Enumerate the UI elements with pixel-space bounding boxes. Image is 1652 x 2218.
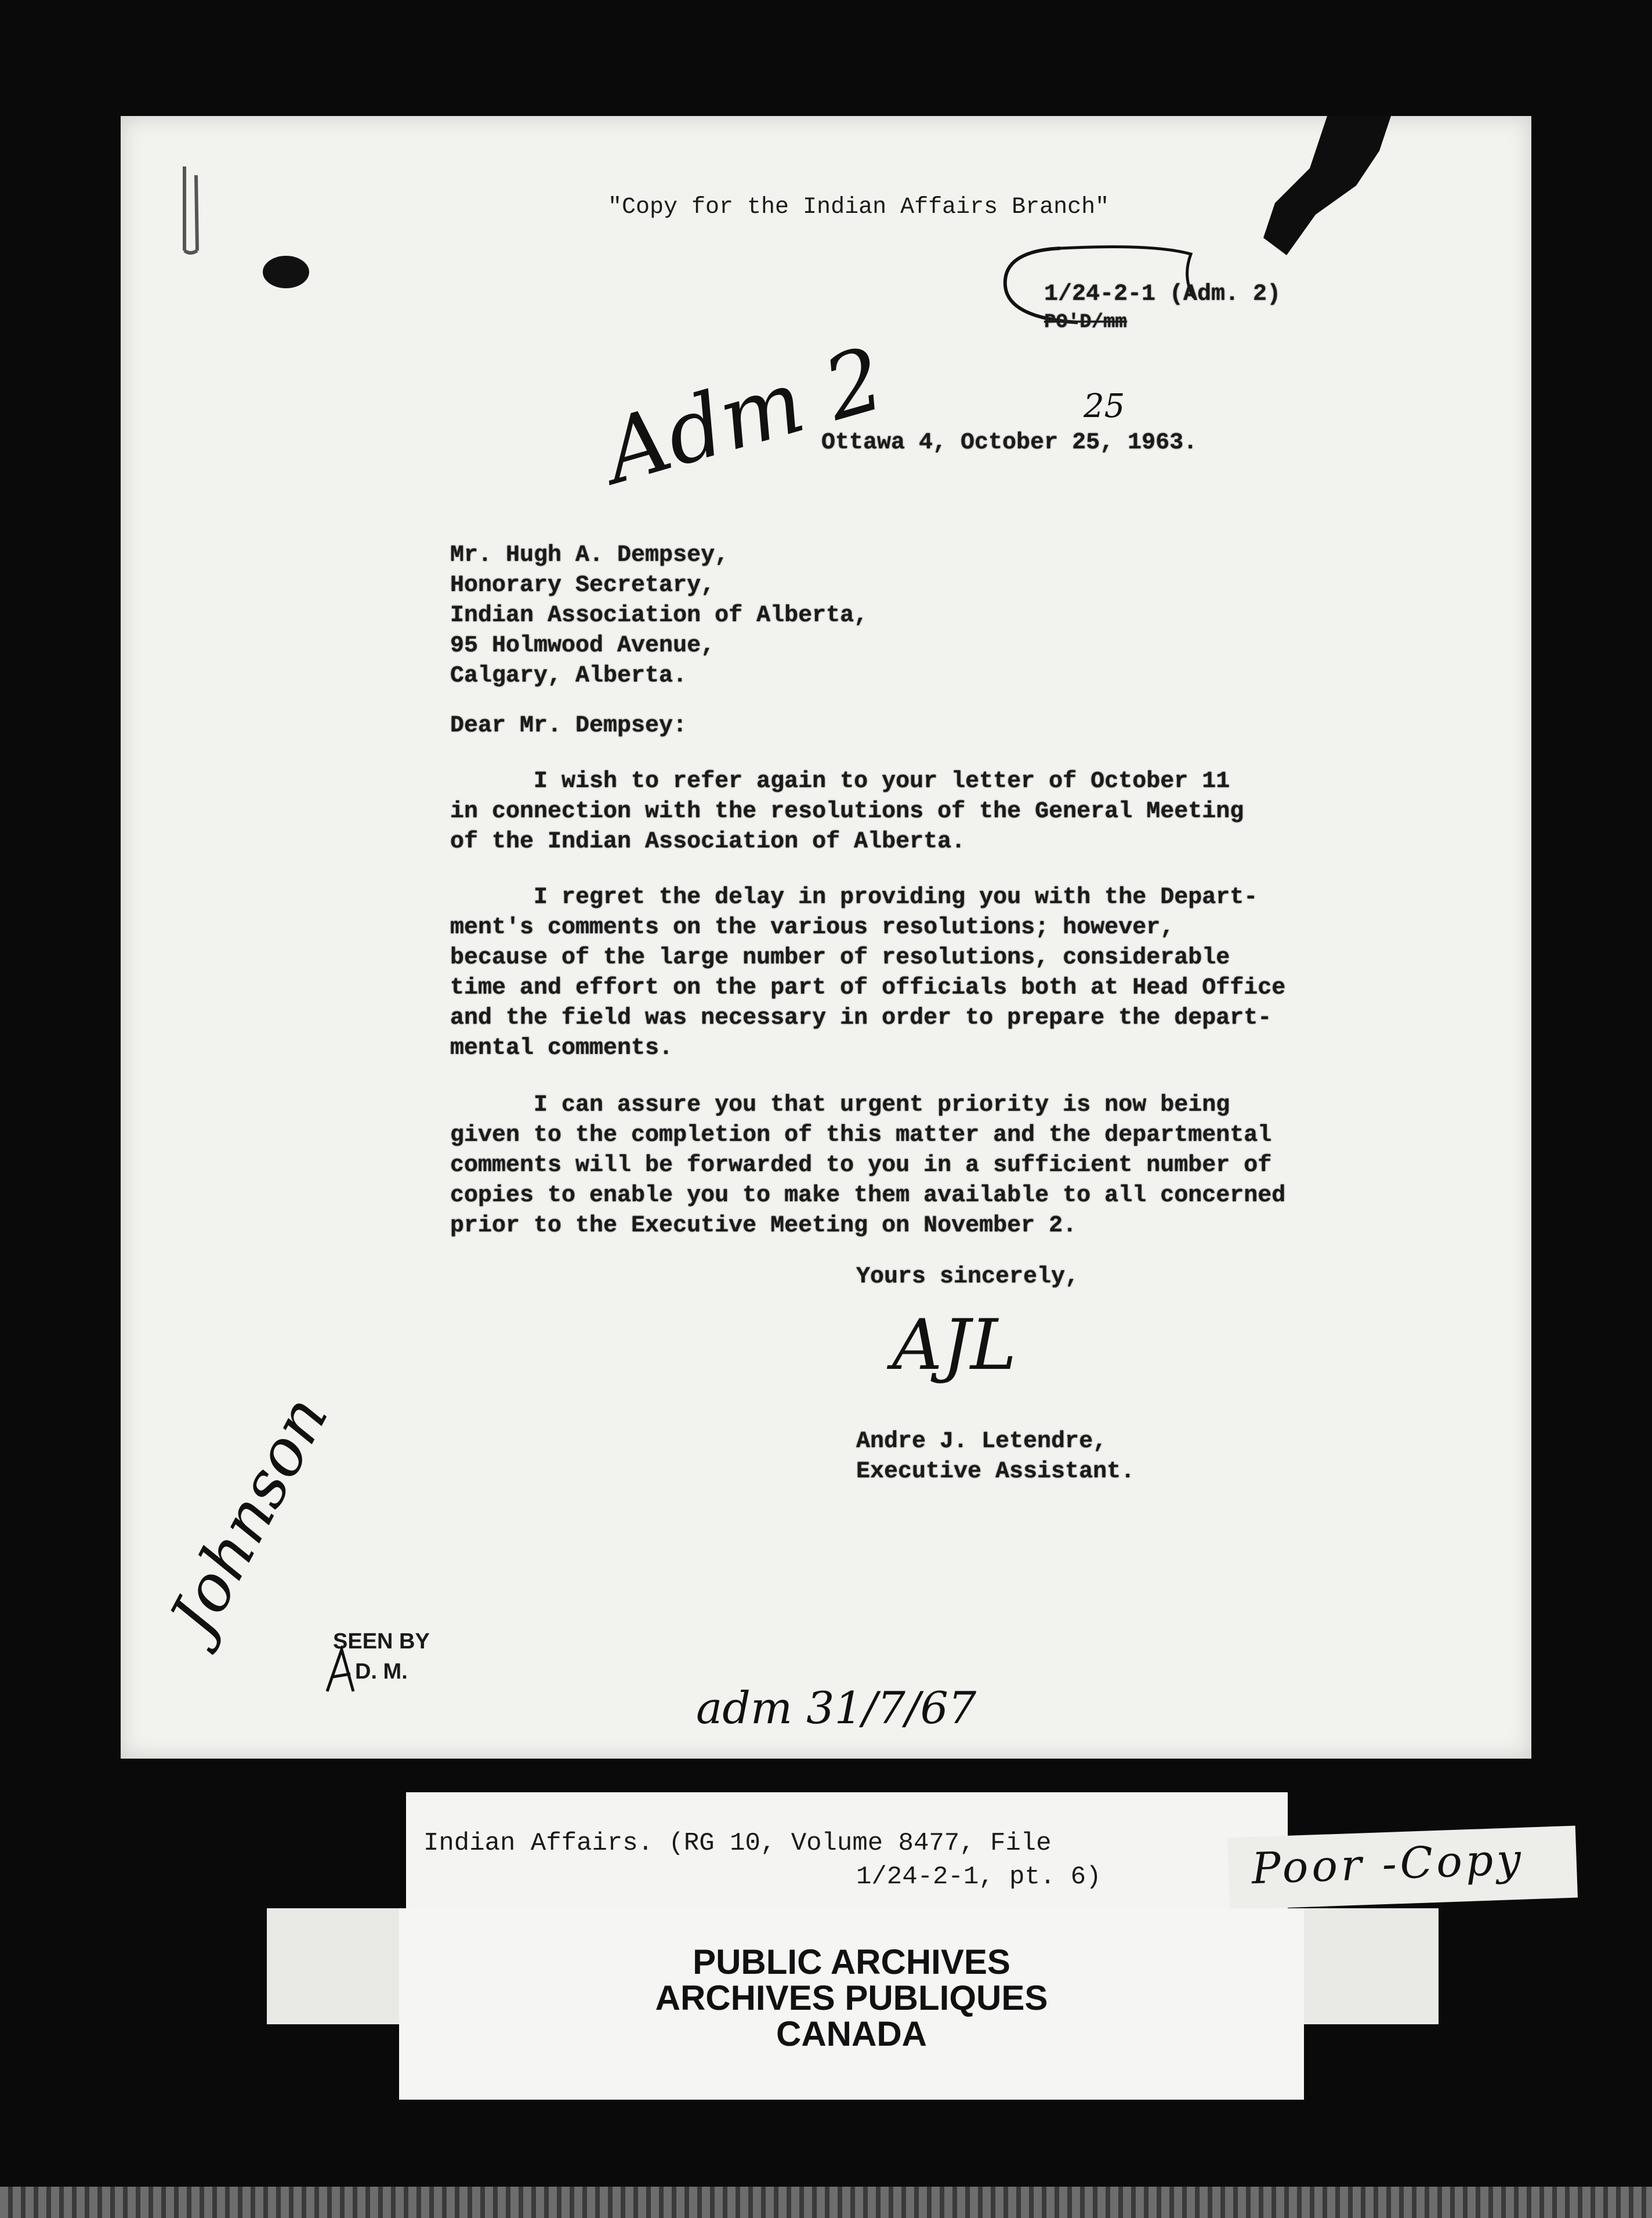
margin-signature: Johnson bbox=[155, 1384, 343, 1648]
poor-copy-text: Poor -Copy bbox=[1251, 1834, 1526, 1894]
public-archives-stamp bbox=[399, 1908, 1304, 2100]
paragraph-line: and the field was necessary in order to prepare the depart- bbox=[450, 1005, 1272, 1031]
paragraph-line: comments will be forwarded to you in a sufficient number of bbox=[450, 1153, 1272, 1179]
date-correction-handwritten: 25 bbox=[1084, 387, 1125, 425]
paragraph-2 bbox=[450, 883, 1285, 1064]
staple-icon bbox=[173, 164, 208, 256]
archives-line-country: CANADA bbox=[776, 2014, 927, 2053]
archive-reference-line-2: 1/24-2-1, pt. 6) bbox=[856, 1862, 1102, 1891]
handwritten-adm-note: Adm 2 bbox=[593, 328, 895, 504]
signatory-title: Executive Assistant. bbox=[856, 1459, 1135, 1485]
address-line: Honorary Secretary, bbox=[450, 572, 715, 599]
initials-reference: PO'D/mm bbox=[1044, 311, 1127, 334]
paragraph-line: mental comments. bbox=[450, 1035, 673, 1061]
address-line: Mr. Hugh A. Dempsey, bbox=[450, 542, 729, 568]
seen-by-label: SEEN BY bbox=[333, 1629, 430, 1654]
archives-line-en: PUBLIC ARCHIVES bbox=[693, 1942, 1010, 1981]
date-line: Ottawa 4, October 25, 1963. bbox=[821, 430, 1198, 456]
paragraph-line: given to the completion of this matter and the departmental bbox=[450, 1122, 1272, 1148]
paragraph-line: time and effort on the part of officials both at Head Office bbox=[450, 975, 1286, 1001]
punch-hole-icon bbox=[260, 252, 312, 292]
paragraph-line: I can assure you that urgent priority is now being bbox=[450, 1092, 1230, 1118]
paragraph-line: ment's comments on the various resolutions; however, bbox=[450, 915, 1175, 941]
address-line: Indian Association of Alberta, bbox=[450, 603, 868, 629]
seen-by-dm: D. M. bbox=[355, 1659, 408, 1684]
paragraph-3 bbox=[450, 1090, 1285, 1241]
paragraph-line: I regret the delay in providing you with the Depart- bbox=[450, 885, 1258, 911]
recipient-address bbox=[450, 541, 868, 691]
paragraph-line: copies to enable you to make them available to all concerned bbox=[450, 1183, 1286, 1209]
archives-line-fr: ARCHIVES PUBLIQUES bbox=[655, 1978, 1048, 2017]
address-line: 95 Holmwood Avenue, bbox=[450, 633, 715, 659]
signatory-name: Andre J. Letendre, bbox=[856, 1429, 1107, 1455]
file-reference: 1/24-2-1 (Adm. 2) bbox=[1044, 281, 1281, 307]
copy-header: "Copy for the Indian Affairs Branch" bbox=[608, 194, 1110, 220]
paragraph-line: prior to the Executive Meeting on November 2. bbox=[450, 1213, 1077, 1239]
paragraph-line: I wish to refer again to your letter of October 11 bbox=[450, 769, 1230, 795]
seen-by-initial-mark bbox=[321, 1645, 362, 1697]
letter-sheet bbox=[121, 116, 1531, 1759]
film-edge bbox=[0, 2187, 1652, 2218]
salutation: Dear Mr. Dempsey: bbox=[450, 713, 687, 739]
archive-reference-line-1: Indian Affairs. (RG 10, Volume 8477, File bbox=[423, 1829, 1052, 1858]
handwritten-initials-signature: AJL bbox=[892, 1305, 1017, 1386]
handwritten-bottom-note: adm 31/7/67 bbox=[696, 1682, 977, 1734]
closing: Yours sincerely, bbox=[856, 1264, 1079, 1290]
paragraph-1 bbox=[450, 767, 1244, 857]
poor-copy-tag bbox=[1227, 1826, 1578, 1910]
address-line: Calgary, Alberta. bbox=[450, 663, 687, 689]
paragraph-line: because of the large number of resolutions, considerable bbox=[450, 945, 1230, 971]
paragraph-line: in connection with the resolutions of the General Meeting bbox=[450, 799, 1244, 825]
paragraph-line: of the Indian Association of Alberta. bbox=[450, 829, 966, 855]
